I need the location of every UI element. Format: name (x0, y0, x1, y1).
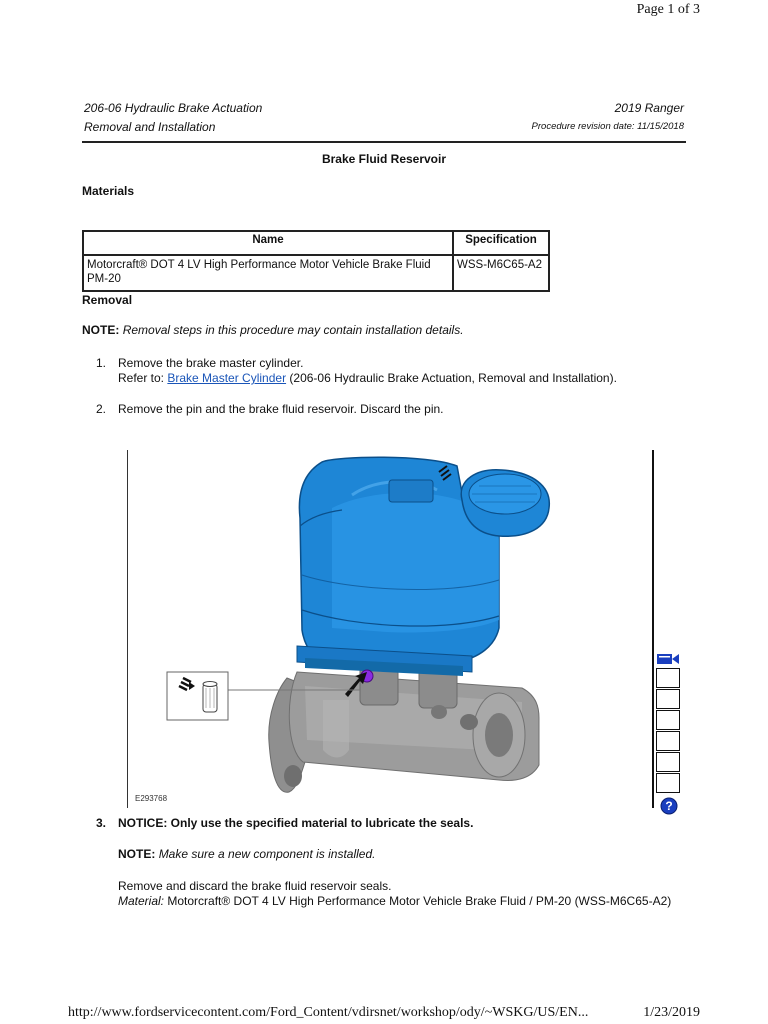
discard-icon (167, 672, 228, 720)
svg-text:?: ? (665, 799, 673, 813)
note-text: Removal steps in this procedure may contain installation details. (122, 323, 464, 337)
brake-master-cylinder-link[interactable]: Brake Master Cylinder (167, 371, 287, 385)
step-number: 2. (96, 402, 107, 416)
column-header-name: Name (83, 231, 453, 255)
toolbar-button[interactable] (656, 668, 680, 688)
header-procedure: Removal and Installation (84, 120, 216, 134)
page-number: Page 1 of 3 (636, 2, 700, 17)
step-2-text: Remove the pin and the brake fluid reservoir. Discard the pin. (118, 402, 444, 416)
removal-heading: Removal (82, 293, 133, 307)
step-reference (118, 371, 617, 386)
figure-id: E293768 (135, 794, 168, 803)
step-text: Remove the brake master cylinder. (118, 356, 304, 370)
toolbar-button[interactable] (656, 773, 680, 793)
video-icon[interactable] (656, 651, 680, 667)
step-3-text (118, 879, 671, 909)
note-label: NOTE: (118, 847, 156, 861)
table-header-row (83, 231, 549, 255)
note-text: Make sure a new component is installed. (158, 847, 376, 861)
reservoir-shape (297, 457, 549, 676)
material-text: Motorcraft® DOT 4 LV High Performance Motor Vehicle Brake Fluid / PM-20 (WSS-M6C65-A2) (164, 894, 672, 908)
materials-table (82, 230, 550, 292)
header-divider (82, 141, 686, 143)
help-icon[interactable] (660, 797, 678, 815)
header-section: 206-06 Hydraulic Brake Actuation (84, 101, 263, 115)
toolbar-button[interactable] (656, 752, 680, 772)
step-number: 3. (96, 816, 107, 830)
step-3-note (118, 847, 375, 862)
material-spec: WSS-M6C65-A2 (453, 255, 549, 291)
toolbar-button[interactable] (656, 689, 680, 709)
table-row (83, 255, 549, 291)
footer-date: 1/23/2019 (643, 1005, 700, 1020)
step-1 (118, 356, 617, 386)
materials-heading: Materials (82, 184, 135, 198)
refer-suffix: (206-06 Hydraulic Brake Actuation, Removal and Installation). (286, 371, 617, 385)
step-material (118, 894, 671, 909)
footer-url: http://www.fordservicecontent.com/Ford_Content/vdirsnet/workshop/ody/~WSKG/US/EN... (68, 1005, 589, 1020)
column-header-specification: Specification (453, 231, 549, 255)
page-title: Brake Fluid Reservoir (321, 152, 447, 166)
material-name: Motorcraft® DOT 4 LV High Performance Motor Vehicle Brake Fluid PM-20 (83, 255, 453, 291)
material-label: Material: (118, 894, 165, 908)
toolbar-button[interactable] (656, 710, 680, 730)
removal-note (82, 323, 464, 337)
side-toolbar (656, 651, 682, 815)
revision-date: Procedure revision date: 11/15/2018 (531, 121, 684, 132)
step-number: 1. (96, 356, 107, 370)
header-vehicle: 2019 Ranger (614, 101, 684, 115)
note-label: NOTE: (82, 323, 120, 337)
toolbar-button[interactable] (656, 731, 680, 751)
refer-prefix: Refer to: (118, 371, 168, 385)
reservoir-illustration (127, 450, 653, 808)
step-text: Remove and discard the brake fluid reservoir seals. (118, 879, 392, 893)
reservoir-cap (461, 470, 549, 536)
step-3-notice: NOTICE: Only use the specified material to lubricate the seals. (118, 816, 474, 830)
